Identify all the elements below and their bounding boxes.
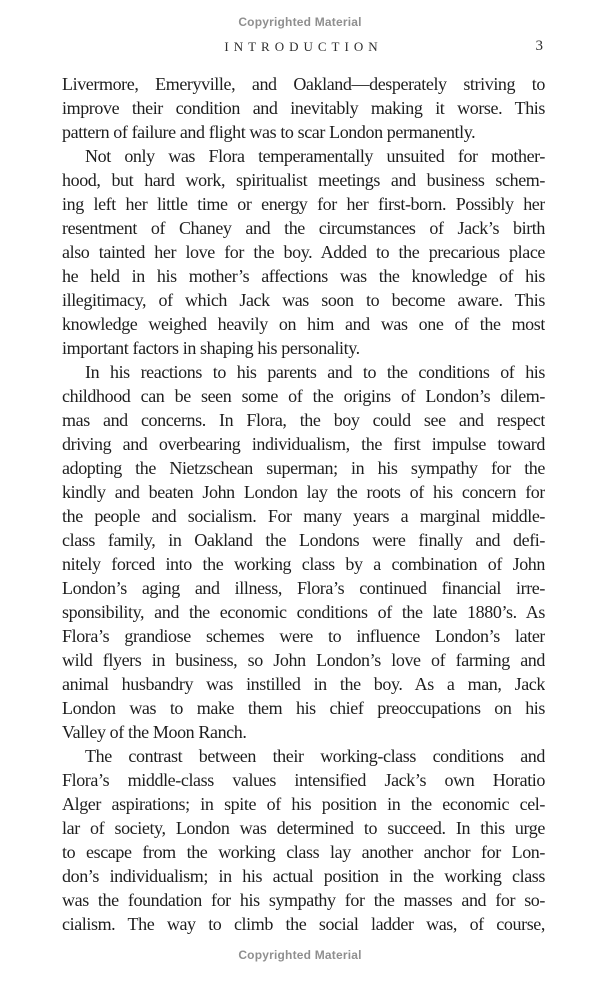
- text-line: kindly and beaten John London lay the roots of his concern for: [62, 482, 545, 502]
- text-line: London was to make them his chief preoccupations on his: [62, 698, 545, 718]
- text-line: important factors in shaping his personality.: [62, 338, 360, 358]
- text-line: was the foundation for his sympathy for the masses and for so-: [62, 890, 545, 910]
- text-line: also tainted her love for the boy. Added to the precarious place: [62, 242, 545, 262]
- text-line: ing left her little time or energy for her first-born. Possibly her: [62, 194, 545, 214]
- running-head: INTRODUCTION: [224, 39, 383, 54]
- paragraph: [62, 744, 545, 936]
- text-line: Valley of the Moon Ranch.: [62, 722, 247, 742]
- text-line: illegitimacy, of which Jack was soon to become aware. This: [62, 290, 545, 310]
- copyright-notice-top: Copyrighted Material: [238, 15, 362, 29]
- text-line: hood, but hard work, spiritualist meetings and business schem-: [62, 170, 545, 190]
- text-line: he held in his mother’s affections was the knowledge of his: [62, 266, 545, 286]
- body-text: [62, 72, 545, 936]
- page-number: 3: [535, 38, 543, 54]
- text-line: sponsibility, and the economic conditions of the late 1880’s. As: [62, 602, 545, 622]
- text-line: wild flyers in business, so John London’s love of farming and: [62, 650, 545, 670]
- text-line: adopting the Nietzschean superman; in his sympathy for the: [62, 458, 545, 478]
- text-line: Livermore, Emeryville, and Oakland—desperately striving to: [62, 74, 545, 94]
- text-line: cialism. The way to climb the social ladder was, of course,: [62, 914, 545, 934]
- text-line: knowledge weighed heavily on him and was one of the most: [62, 314, 545, 334]
- paragraph: [62, 360, 545, 744]
- text-line: don’s individualism; in his actual position in the working class: [62, 866, 545, 886]
- text-line: The contrast between their working-class conditions and: [85, 746, 545, 766]
- text-line: improve their condition and inevitably making it worse. This: [62, 98, 545, 118]
- text-line: to escape from the working class lay another anchor for Lon-: [62, 842, 545, 862]
- text-line: the people and socialism. For many years a marginal middle-: [62, 506, 545, 526]
- text-line: Alger aspirations; in spite of his position in the economic cel-: [62, 794, 545, 814]
- paragraph: [62, 144, 545, 360]
- text-line: Not only was Flora temperamentally unsuited for mother-: [85, 146, 545, 166]
- text-line: In his reactions to his parents and to the conditions of his: [85, 362, 545, 382]
- copyright-notice-bottom: Copyrighted Material: [238, 948, 362, 962]
- text-line: nitely forced into the working class by a combination of John: [62, 554, 545, 574]
- text-line: Flora’s grandiose schemes were to influence London’s later: [62, 626, 545, 646]
- text-line: class family, in Oakland the Londons were finally and defi-: [62, 530, 545, 550]
- text-line: driving and overbearing individualism, the first impulse toward: [62, 434, 545, 454]
- text-line: Flora’s middle-class values intensified Jack’s own Horatio: [62, 770, 545, 790]
- text-line: London’s aging and illness, Flora’s continued financial irre-: [62, 578, 545, 598]
- text-line: animal husbandry was instilled in the boy. As a man, Jack: [62, 674, 545, 694]
- text-line: lar of society, London was determined to succeed. In this urge: [62, 818, 545, 838]
- paragraph: [62, 72, 545, 144]
- text-line: pattern of failure and flight was to scar London permanently.: [62, 122, 476, 142]
- page-header: [62, 39, 545, 57]
- text-line: mas and concerns. In Flora, the boy could see and respect: [62, 410, 545, 430]
- text-line: resentment of Chaney and the circumstances of Jack’s birth: [62, 218, 545, 238]
- text-line: childhood can be seen some of the origins of London’s dilem-: [62, 386, 545, 406]
